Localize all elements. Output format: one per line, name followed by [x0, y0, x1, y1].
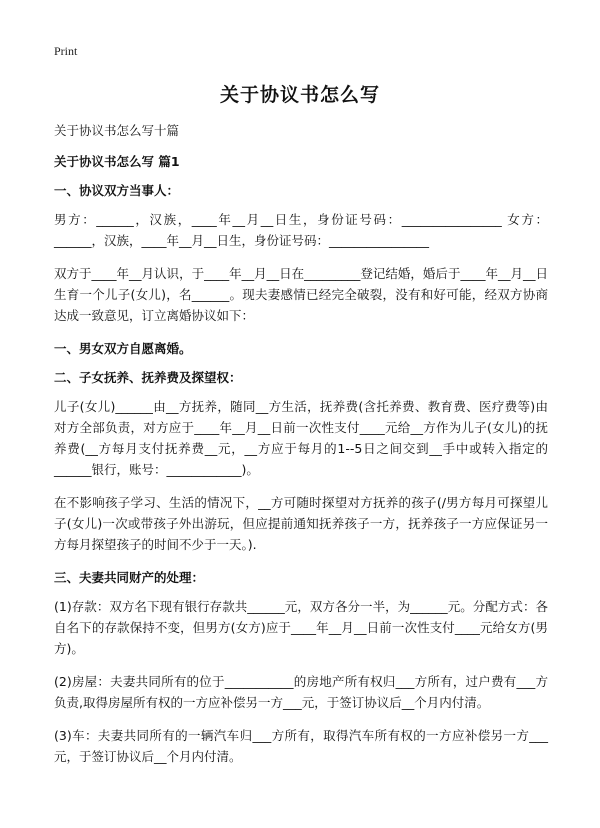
- document-subtitle: 关于协议书怎么写十篇: [54, 123, 180, 138]
- section-heading-custody: 二、子女抚养、抚养费及探望权：: [54, 370, 242, 385]
- paragraph-parties-info: 男方：______，汉族，____年__月__日生，身份证号码：________________ 女方：______，汉族，____年__月__日生，身份证号码：________________: [54, 212, 548, 248]
- document-title: 关于协议书怎么写: [219, 84, 380, 106]
- paragraph-car: (3)车：夫妻共同所有的一辆汽车归___方所有，取得汽车所有权的一方应补偿另一方___元，于签订协议后__个月内付清。: [54, 728, 548, 764]
- print-label[interactable]: Print: [54, 44, 78, 58]
- section-heading-parties: 一、协议双方当事人：: [54, 183, 180, 198]
- paragraph-savings: (1)存款：双方名下现有银行存款共______元，双方各分一半，为______元。分配方式：各自名下的存款保持不变，但男方(女方)应于____年__月__日前一次性支付____元给女方(男方)。: [54, 599, 548, 656]
- paragraph-marriage-background: 双方于____年__月认识，于____年__月__日在_________登记结婚，婚后于____年__月__日生育一个儿子(女儿)，名______。现夫妻感情已经完全破裂，没有和好可能，经双方协商达成一致意见，订立离婚协议如下：: [54, 266, 548, 323]
- paragraph-child-support: 儿子(女儿)______由__方抚养，随同__方生活，抚养费(含托养费、教育费、医疗费等)由对方全部负责，对方应于____年__月__日前一次性支付____元给__方作为儿子(女儿)的抚养费(__方每月支付抚养费__元，__方应于每月的1--5日之间交到__手中或转入指定的______银行，账号：____________)。: [54, 399, 548, 477]
- paragraph-house: (2)房屋：夫妻共同所有的位于___________的房地产所有权归___方所有，过户费有___方负责,取得房屋所有权的一方应补偿另一方___元，于签订协议后__个月内付清。: [54, 674, 548, 710]
- paragraph-visitation: 在不影响孩子学习、生活的情况下，__方可随时探望对方抚养的孩子(/男方每月可探望儿子(女儿)一次或带孩子外出游玩，但应提前通知抚养孩子一方，抚养孩子一方应保证另一方每月探望孩子的时间不少于一天。).: [54, 495, 548, 552]
- part-heading: 关于协议书怎么写 篇1: [54, 154, 180, 169]
- document-body: [54, 120, 548, 779]
- section-heading-divorce: 一、男女双方自愿离婚。: [54, 341, 192, 356]
- section-heading-property: 三、夫妻共同财产的处理：: [54, 570, 205, 585]
